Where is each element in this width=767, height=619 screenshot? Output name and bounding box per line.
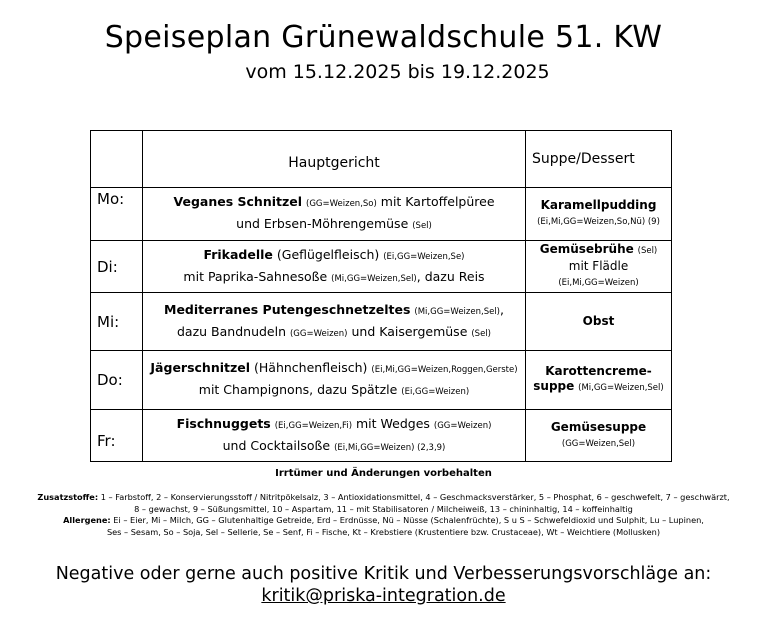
additives-line-1 <box>0 492 767 504</box>
allergen-codes: (Ei,Mi,GG=Weizen) (2,3,9) <box>334 442 446 453</box>
feedback-text: Negative oder gerne auch positive Kritik und Verbesserungsvorschläge an: <box>55 564 712 584</box>
header-day-cell <box>91 131 143 188</box>
dish-text: , <box>500 301 504 317</box>
table-row <box>91 188 672 241</box>
allergen-codes: (GG=Weizen) <box>289 328 348 339</box>
allergen-codes: (Sel) <box>412 221 432 231</box>
dish-name: Mediterranes Putengeschnetzeltes <box>164 301 411 317</box>
main-dish-cell <box>143 410 526 462</box>
dish-name: Jägerschnitzel <box>150 360 251 375</box>
dish-name: Veganes Schnitzel <box>173 194 303 209</box>
allergen-codes: (Ei,Mi,GG=Weizen,Roggen,Gerste) <box>371 365 518 375</box>
soup-dessert-cell <box>526 351 672 410</box>
header-soup-dessert: Suppe/Dessert <box>526 131 672 188</box>
day-label: Mo: <box>91 188 143 241</box>
day-label: Di: <box>91 241 143 293</box>
main-dish-cell <box>143 351 526 410</box>
table-row <box>91 293 672 351</box>
soup-dessert-cell <box>526 410 672 462</box>
allergen-codes: (GG=Weizen,So) <box>306 199 377 209</box>
day-label: Fr: <box>91 410 143 462</box>
allergen-codes: (Ei,Mi,GG=Weizen) <box>558 278 639 288</box>
allergens-label: Allergene: <box>63 515 111 525</box>
allergen-codes: (GG=Weizen,Sel) <box>561 438 636 449</box>
header-main-dish: Hauptgericht <box>143 131 526 188</box>
allergen-codes: (Ei,GG=Weizen,Fi) <box>274 420 353 431</box>
allergen-codes: (Sel) <box>471 328 491 339</box>
dish-text: mit Flädle <box>568 259 629 273</box>
day-label: Do: <box>91 351 143 410</box>
dish-text: mit Kartoffelpüree <box>376 194 495 209</box>
allergen-codes: (Sel) <box>637 246 658 256</box>
allergens-text-1: Ei – Eier, Mi – Milch, GG – Glutenhaltige Getreide, Erd – Erdnüsse, Nü – Nüsse (Schalenfrüchte), S u S – Schwefeldioxid und Sulphit, Lu – Lupinen, <box>110 515 704 525</box>
additives-text-1: 1 – Farbstoff, 2 – Konservierungsstoff / Nitritpökelsalz, 3 – Antioxidationsmittel, 4 – Geschmacksverstärker, 5 – Phosphat, 6 – geschwefelt, 7 – geschwärzt, <box>98 492 730 502</box>
dish-name: Frikadelle <box>203 246 273 262</box>
page-title: Speiseplan Grünewaldschule 51. KW <box>104 20 663 55</box>
allergen-codes: (Ei,GG=Weizen,Se) <box>383 251 465 262</box>
allergen-codes: (Mi,GG=Weizen,Sel) <box>578 383 664 393</box>
table-header-row <box>91 131 672 188</box>
soup-dessert-cell <box>526 188 672 241</box>
day-label: Mi: <box>91 293 143 351</box>
additives-label: Zusatzstoffe: <box>37 492 99 502</box>
dish-text: mit Paprika-Sahnesoße <box>183 268 332 284</box>
soup-dessert-cell <box>526 293 672 351</box>
feedback-block <box>0 563 767 607</box>
feedback-email-link[interactable]: kritik@priska-integration.de <box>261 586 506 606</box>
main-dish-cell <box>143 241 526 293</box>
dish-name: Obst <box>582 314 615 328</box>
legend <box>0 492 767 538</box>
dish-text: (Hähnchenfleisch) <box>250 360 372 375</box>
dish-text: und Kaisergemüse <box>347 323 472 339</box>
main-dish-cell <box>143 293 526 351</box>
allergens-line-2: Ses – Sesam, So – Soja, Sel – Sellerie, Se – Senf, Fi – Fische, Kt – Krebstiere (Krustentiere bzw. Crustaceae), Wt – Weichtiere (Mollusken) <box>106 526 661 537</box>
dish-text: und Erbsen-Möhrengemüse <box>236 216 413 231</box>
table-row <box>91 351 672 410</box>
allergen-codes: (Ei,Mi,GG=Weizen,So,Nü) (9) <box>537 217 660 227</box>
dish-name: Gemüsesuppe <box>550 419 647 434</box>
allergen-codes: (Ei,GG=Weizen) <box>401 387 470 397</box>
allergen-codes: (Mi,GG=Weizen,Sel) <box>331 273 417 284</box>
table-row <box>91 241 672 293</box>
dish-text: , dazu Reis <box>416 268 485 284</box>
dish-text: dazu Bandnudeln <box>177 323 290 339</box>
main-dish-cell <box>143 188 526 241</box>
allergens-line-1 <box>0 515 767 527</box>
dish-text: und Cocktailsoße <box>222 437 335 453</box>
menu-table-body <box>91 188 672 462</box>
disclaimer: Irrtümer und Änderungen vorbehalten <box>275 468 492 479</box>
dish-name: Karottencreme- <box>545 364 652 378</box>
dish-name: Fischnuggets <box>176 415 271 431</box>
dish-text: mit Champignons, dazu Spätzle <box>198 382 402 397</box>
date-range: vom 15.12.2025 bis 19.12.2025 <box>245 61 550 83</box>
table-row <box>91 410 672 462</box>
dish-name: Karamellpudding <box>540 198 657 212</box>
dish-text: mit Wedges <box>352 415 434 431</box>
dish-text: (Geflügelfleisch) <box>272 246 384 262</box>
soup-dessert-cell <box>526 241 672 293</box>
additives-line-2: 8 – gewachst, 9 – Süßungsmittel, 10 – Aspartam, 11 – mit Stabilisatoren / Milcheiweiß, 13 – chininhaltig, 14 – koffeinhaltig <box>134 503 633 514</box>
menu-table <box>90 130 672 462</box>
allergen-codes: (Mi,GG=Weizen,Sel) <box>414 306 500 317</box>
dish-name: suppe <box>533 379 575 393</box>
dish-name: Gemüsebrühe <box>539 242 634 256</box>
allergen-codes: (GG=Weizen) <box>433 420 492 431</box>
